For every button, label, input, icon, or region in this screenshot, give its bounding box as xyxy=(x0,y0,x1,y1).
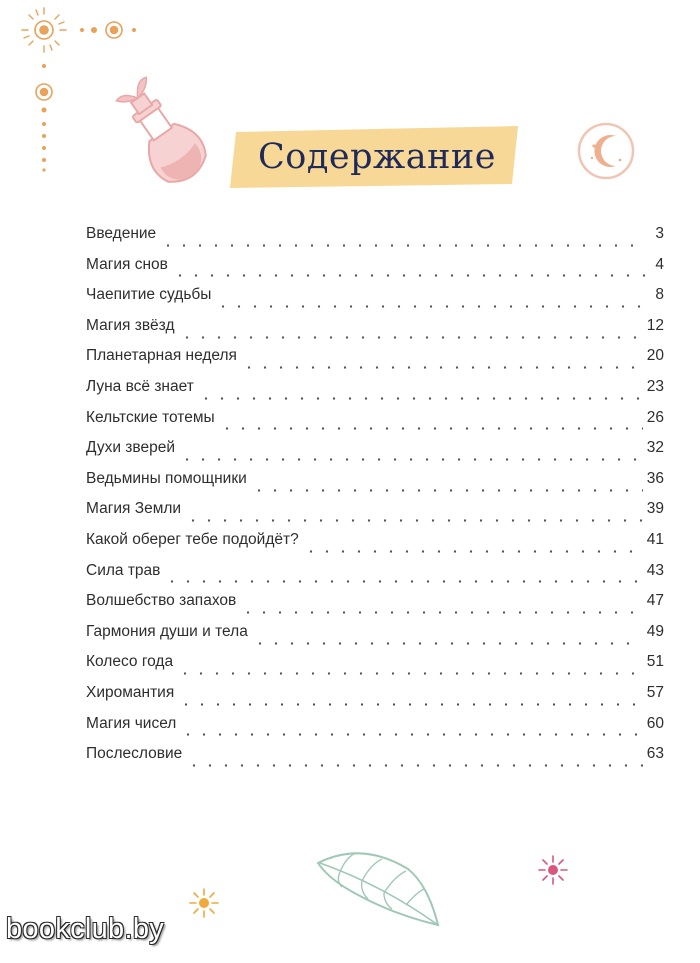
title-banner xyxy=(230,124,524,190)
toc-entry[interactable] xyxy=(86,409,664,440)
toc-entry-title: Волшебство запахов xyxy=(86,592,237,610)
toc-entry-page: 4 xyxy=(655,255,664,273)
toc-entry-page: 51 xyxy=(646,653,664,671)
toc-entry-title: Чаепитие судьбы xyxy=(86,286,212,304)
toc-entry[interactable] xyxy=(86,684,664,715)
page-title: Содержание xyxy=(258,137,496,177)
toc-entry[interactable] xyxy=(86,439,664,470)
toc-entry-page: 39 xyxy=(646,500,664,518)
toc-entry-page: 47 xyxy=(646,592,664,610)
toc-entry-page: 23 xyxy=(646,377,664,395)
potion-bottle-icon xyxy=(105,65,215,195)
leaf-icon xyxy=(312,845,442,930)
toc-entry-page: 36 xyxy=(646,469,664,487)
toc-entry-title: Планетарная неделя xyxy=(86,347,237,365)
toc-entry-page: 60 xyxy=(646,714,664,732)
toc-leader-dots xyxy=(219,427,643,430)
toc-entry-title: Гармония души и тела xyxy=(86,622,248,640)
site-watermark: bookclub.by xyxy=(6,913,165,945)
toc-entry-title: Магия снов xyxy=(86,255,168,273)
toc-leader-dots xyxy=(172,274,646,277)
toc-entry[interactable] xyxy=(86,378,664,409)
toc-entry-title: Магия звёзд xyxy=(86,316,175,334)
toc-entry-page: 63 xyxy=(646,745,664,763)
table-of-contents xyxy=(86,225,664,776)
toc-entry-title: Магия чисел xyxy=(86,714,177,732)
toc-entry-title: Кельтские тотемы xyxy=(86,408,215,426)
toc-entry[interactable] xyxy=(86,256,664,287)
toc-leader-dots xyxy=(180,733,642,736)
toc-leader-dots xyxy=(179,336,643,339)
toc-entry[interactable] xyxy=(86,347,664,378)
toc-entry[interactable] xyxy=(86,715,664,746)
toc-entry[interactable] xyxy=(86,592,664,623)
toc-entry[interactable] xyxy=(86,562,664,593)
toc-entry[interactable] xyxy=(86,225,664,256)
toc-leader-dots xyxy=(179,458,643,461)
toc-entry-title: Введение xyxy=(86,225,157,242)
toc-entry-page: 26 xyxy=(646,408,664,426)
toc-leader-dots xyxy=(251,489,643,492)
toc-entry-page: 20 xyxy=(646,347,664,365)
toc-entry-title: Духи зверей xyxy=(86,439,175,457)
toc-leader-dots xyxy=(177,672,643,675)
toc-entry-page: 32 xyxy=(646,439,664,457)
toc-entry[interactable] xyxy=(86,500,664,531)
toc-leader-dots xyxy=(215,305,646,308)
pink-flower-icon xyxy=(535,852,571,888)
toc-entry-title: Сила трав xyxy=(86,561,161,579)
toc-leader-dots xyxy=(240,611,642,614)
toc-entry-page: 57 xyxy=(646,683,664,701)
toc-entry-title: Ведьмины помощники xyxy=(86,469,247,487)
toc-leader-dots xyxy=(186,764,642,767)
toc-leader-dots xyxy=(185,519,643,522)
toc-entry[interactable] xyxy=(86,531,664,562)
toc-entry-page: 3 xyxy=(655,225,664,242)
toc-entry[interactable] xyxy=(86,470,664,501)
toc-entry[interactable] xyxy=(86,745,664,776)
toc-leader-dots xyxy=(160,244,646,247)
toc-entry-page: 41 xyxy=(646,530,664,548)
toc-entry-page: 49 xyxy=(646,622,664,640)
toc-entry-page: 43 xyxy=(646,561,664,579)
toc-entry-title: Какой оберег тебе подойдёт? xyxy=(86,530,299,548)
toc-entry-title: Хиромантия xyxy=(86,683,175,701)
toc-leader-dots xyxy=(241,366,643,369)
toc-leader-dots xyxy=(178,703,643,706)
toc-leader-dots xyxy=(198,397,643,400)
toc-entry[interactable] xyxy=(86,317,664,348)
toc-entry[interactable] xyxy=(86,286,664,317)
toc-entry-page: 12 xyxy=(646,316,664,334)
toc-entry-title: Луна всё знает xyxy=(86,377,194,395)
toc-leader-dots xyxy=(303,550,643,553)
toc-entry-title: Послесловие xyxy=(86,745,183,763)
toc-leader-dots xyxy=(164,580,642,583)
moon-medallion-icon xyxy=(572,112,640,190)
toc-leader-dots xyxy=(252,642,643,645)
toc-entry-title: Магия Земли xyxy=(86,500,182,518)
toc-entry[interactable] xyxy=(86,623,664,654)
toc-entry-title: Колесо года xyxy=(86,653,174,671)
yellow-flower-icon xyxy=(186,885,222,921)
toc-entry-page: 8 xyxy=(655,286,664,304)
toc-entry[interactable] xyxy=(86,653,664,684)
